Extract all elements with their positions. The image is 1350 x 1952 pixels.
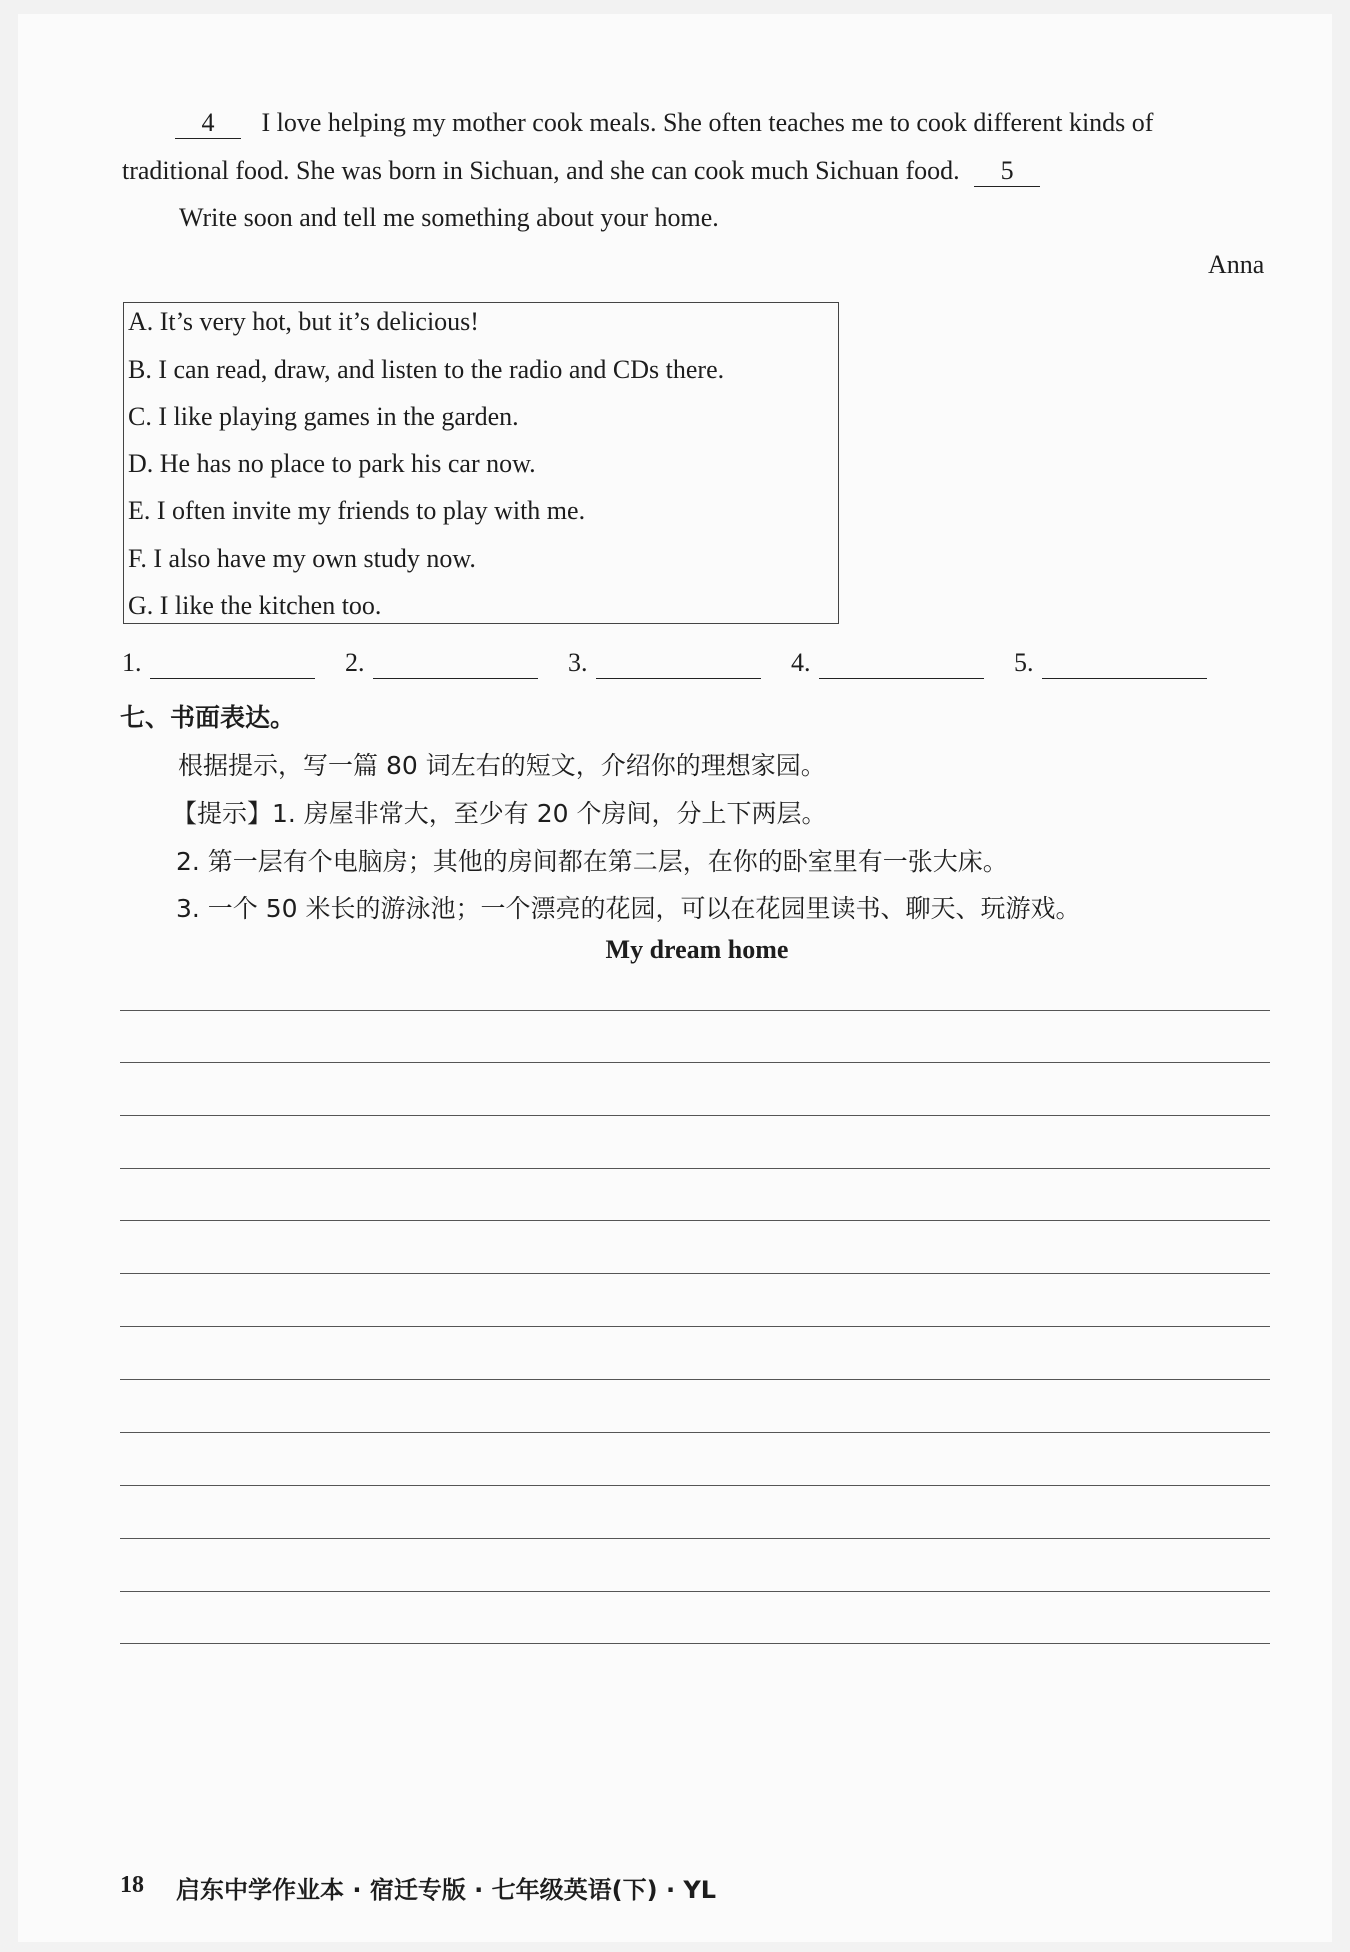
- page-number: 18: [120, 1872, 144, 1898]
- writing-line[interactable]: [120, 1062, 1270, 1063]
- blank-5: 5: [974, 156, 1040, 187]
- writing-line[interactable]: [120, 1273, 1270, 1274]
- answer-label-4: 4.: [791, 648, 811, 677]
- passage-text-2: traditional food. She was born in Sichuan, and she can cook much Sichuan food.: [122, 156, 960, 185]
- writing-line[interactable]: [120, 1326, 1270, 1327]
- writing-line[interactable]: [120, 1591, 1270, 1592]
- essay-title: My dream home: [605, 935, 789, 964]
- option-a: A. It’s very hot, but it’s delicious!: [128, 307, 479, 336]
- section-instruction: 根据提示，写一篇 80 词左右的短文，介绍你的理想家园。: [178, 751, 826, 780]
- answer-label-5: 5.: [1014, 648, 1034, 677]
- hint-3: 3. 一个 50 米长的游泳池；一个漂亮的花园，可以在花园里读书、聊天、玩游戏。: [176, 894, 1081, 923]
- answer-blank-5[interactable]: [1042, 678, 1207, 679]
- answer-blank-1[interactable]: [150, 678, 315, 679]
- signature: Anna: [1208, 250, 1265, 279]
- passage-line-3: Write soon and tell me something about your home.: [179, 203, 719, 232]
- writing-line[interactable]: [120, 1379, 1270, 1380]
- writing-line[interactable]: [120, 1432, 1270, 1433]
- writing-line[interactable]: [120, 1220, 1270, 1221]
- option-e: E. I often invite my friends to play with me.: [128, 496, 586, 525]
- writing-line[interactable]: [120, 1538, 1270, 1539]
- passage-text-1: I love helping my mother cook meals. She often teaches me to cook different kinds of: [261, 108, 1154, 137]
- blank-4: 4: [175, 108, 241, 139]
- answer-blank-4[interactable]: [819, 678, 984, 679]
- answer-blank-2[interactable]: [373, 678, 538, 679]
- options-box: [123, 302, 839, 624]
- passage-line-1: [175, 108, 1153, 139]
- option-f: F. I also have my own study now.: [128, 544, 476, 573]
- option-c: C. I like playing games in the garden.: [128, 402, 519, 431]
- book-title: 启东中学作业本 · 宿迁专版 · 七年级英语(下) · YL: [176, 1876, 717, 1904]
- writing-line[interactable]: [120, 1485, 1270, 1486]
- answer-label-2: 2.: [345, 648, 365, 677]
- answer-label-3: 3.: [568, 648, 588, 677]
- option-g: G. I like the kitchen too.: [128, 591, 382, 620]
- answer-label-1: 1.: [122, 648, 142, 677]
- writing-line[interactable]: [120, 1115, 1270, 1116]
- option-b: B. I can read, draw, and listen to the radio and CDs there.: [128, 355, 725, 384]
- writing-line[interactable]: [120, 1168, 1270, 1169]
- option-d: D. He has no place to park his car now.: [128, 449, 536, 478]
- hint-1: 【提示】1. 房屋非常大，至少有 20 个房间，分上下两层。: [172, 799, 827, 828]
- hint-2: 2. 第一层有个电脑房；其他的房间都在第二层，在你的卧室里有一张大床。: [176, 847, 1008, 876]
- writing-line[interactable]: [120, 1010, 1270, 1011]
- answer-blank-3[interactable]: [596, 678, 761, 679]
- writing-line[interactable]: [120, 1643, 1270, 1644]
- section-heading: 七、书面表达。: [120, 703, 296, 732]
- passage-line-2: [122, 156, 1040, 187]
